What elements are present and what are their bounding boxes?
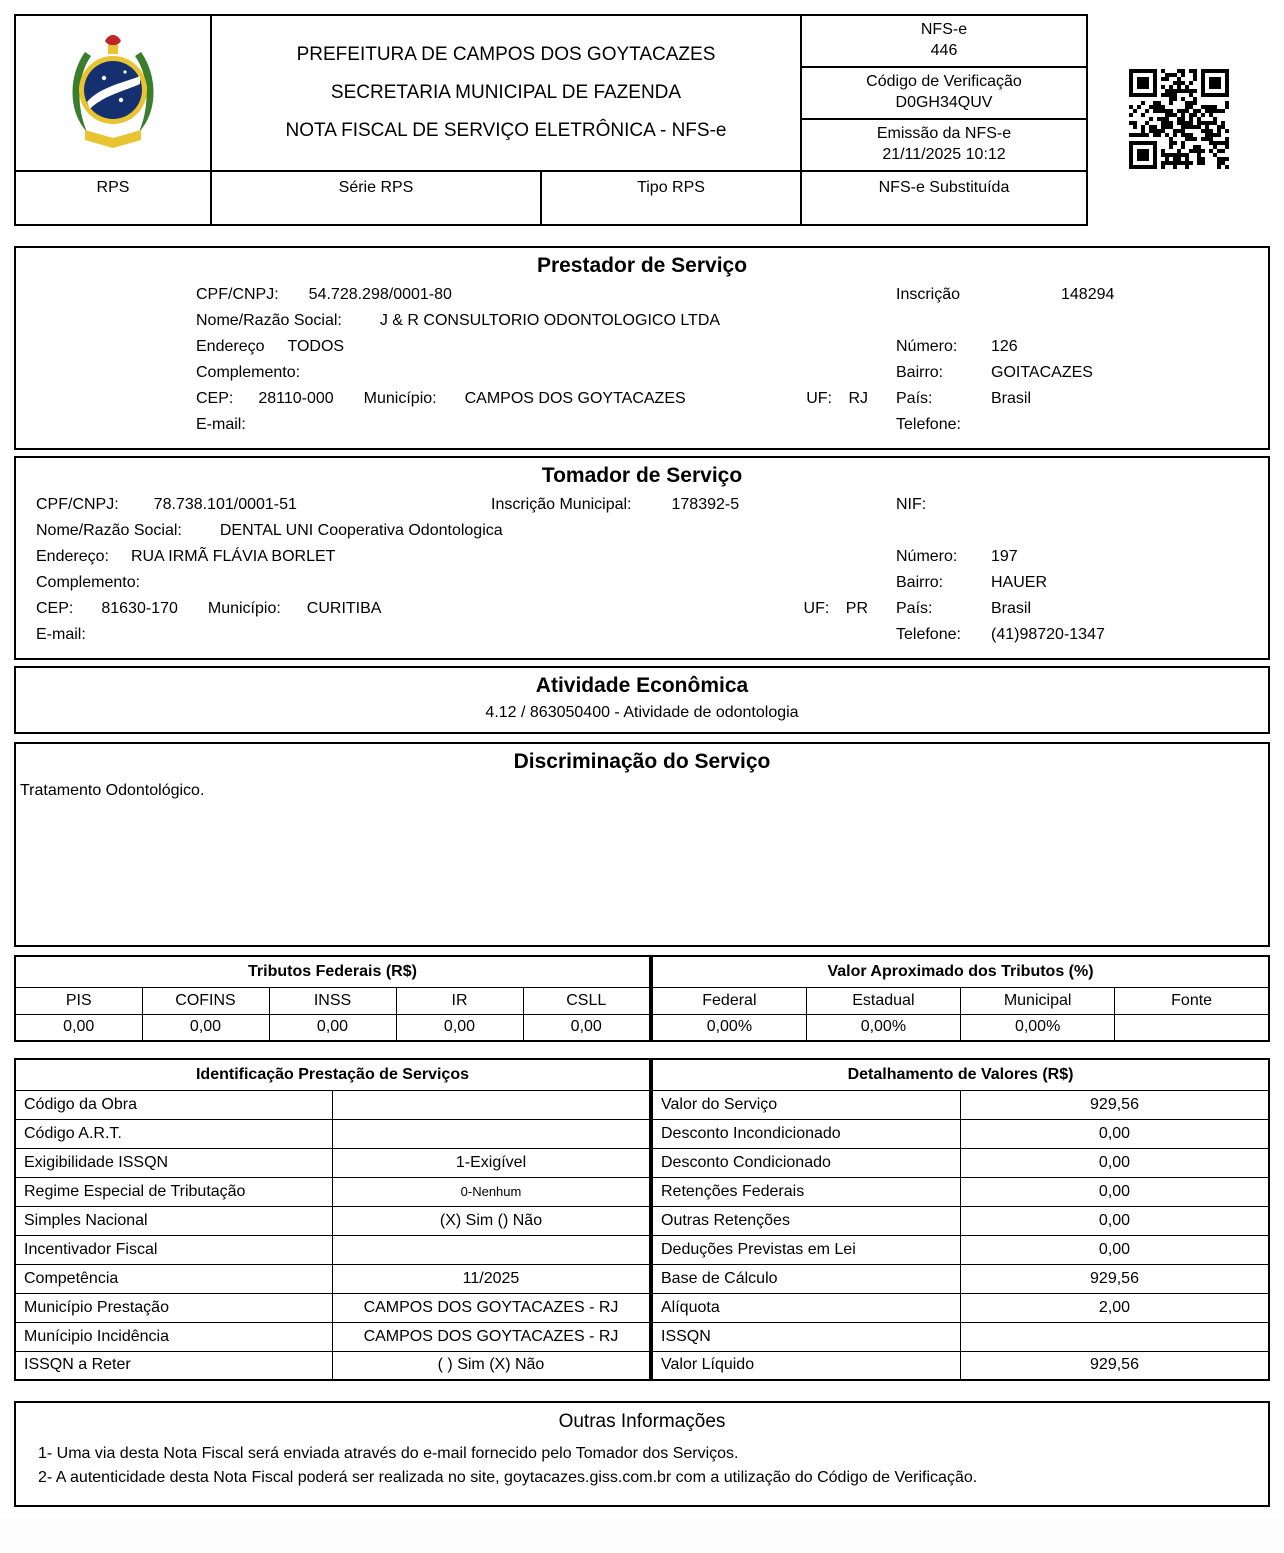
table-row [652, 1235, 1269, 1264]
discriminacao-section [14, 742, 1270, 947]
prestador-cep-label: CEP: [196, 390, 234, 407]
prestador-municipio-label: Município: [363, 390, 437, 407]
prestador-inscricao-label: Inscrição [896, 286, 961, 303]
table-cell: CAMPOS DOS GOYTACAZES - RJ [333, 1293, 651, 1322]
table-row [15, 987, 650, 1014]
table-cell: Código A.R.T. [15, 1119, 333, 1148]
tomador-section [14, 456, 1270, 660]
table-row [15, 956, 650, 987]
table-cell: Valor Líquido [652, 1351, 961, 1380]
org-line-3: NOTA FISCAL DE SERVIÇO ELETRÔNICA - NFS-e [285, 120, 727, 141]
prestador-endereco-value: TODOS [287, 338, 345, 355]
table-cell: Desconto Condicionado [652, 1148, 961, 1177]
tomador-pais-value: Brasil [991, 600, 1032, 617]
prestador-numero-label: Número: [896, 338, 958, 355]
table-cell: Outras Retenções [652, 1206, 961, 1235]
table-row [15, 1177, 650, 1206]
table-cell: 0,00 [269, 1014, 396, 1041]
tomador-complemento-label: Complemento: [36, 574, 141, 591]
table-cell: Alíquota [652, 1293, 961, 1322]
outras-section [14, 1401, 1270, 1507]
prestador-bairro-label: Bairro: [896, 364, 944, 381]
table-cell: 0,00 [961, 1177, 1270, 1206]
table-cell: 929,56 [961, 1351, 1270, 1380]
tomador-cpf-label: CPF/CNPJ: [36, 496, 119, 513]
prestador-endereco-label: Endereço [196, 338, 265, 355]
prestador-numero-value: 126 [991, 338, 1018, 355]
table-cell: 1-Exigível [333, 1148, 651, 1177]
tomador-telefone-value: (41)98720-1347 [991, 626, 1105, 643]
table-row [652, 1148, 1269, 1177]
table-cell [961, 1322, 1270, 1351]
table-cell: 0-Nenhum [333, 1177, 651, 1206]
tomador-endereco-value: RUA IRMÃ FLÁVIA BORLET [130, 548, 336, 565]
table-cell: Deduções Previstas em Lei [652, 1235, 961, 1264]
tomador-title: Tomador de Serviço [541, 464, 743, 487]
table-cell: Município Prestação [15, 1293, 333, 1322]
table-row [15, 1264, 650, 1293]
tomador-row-complemento [16, 570, 1268, 596]
table-cell: 0,00% [806, 1014, 960, 1041]
rps-row [16, 172, 1086, 224]
table-row [652, 1119, 1269, 1148]
table-row [15, 1322, 650, 1351]
table-cell: Retenções Federais [652, 1177, 961, 1206]
prestador-nome-value: J & R CONSULTORIO ODONTOLOGICO LTDA [379, 312, 721, 329]
tomador-uf-label: UF: [803, 600, 830, 617]
tomador-pais-label: País: [896, 600, 933, 617]
table-cell: 0,00% [961, 1014, 1115, 1041]
tomador-bairro-value: HAUER [991, 574, 1048, 591]
tomador-numero-label: Número: [896, 548, 958, 565]
prestador-email-label: E-mail: [196, 416, 246, 433]
serie-rps-label: Série RPS [212, 172, 542, 224]
table-row [652, 1351, 1269, 1380]
table-row [15, 1206, 650, 1235]
nfse-number: 446 [930, 42, 958, 59]
prestador-row-endereco [16, 334, 1268, 360]
outras-linha-2: 2- A autenticidade desta Nota Fiscal poderá ser realizada no site, goytacazes.giss.com.br com a utilização do Código de Verificação. [38, 1469, 978, 1486]
prestador-row-cep [16, 386, 1268, 412]
tomador-nome-value: DENTAL UNI Cooperativa Odontologica [219, 522, 503, 539]
prestador-row-cpf [16, 282, 1268, 308]
prestador-cep-value: 28110-000 [258, 390, 334, 407]
table-cell: 0,00 [142, 1014, 269, 1041]
tributos-aproximado-title: Valor Aproximado dos Tributos (%) [652, 956, 1269, 987]
prestador-title: Prestador de Serviço [536, 254, 748, 277]
logo-cell [16, 16, 212, 170]
prestador-nome-label: Nome/Razão Social: [196, 312, 342, 329]
tomador-endereco-label: Endereço: [36, 548, 109, 565]
prestador-pais-label: País: [896, 390, 933, 407]
outras-linha-1: 1- Uma via desta Nota Fiscal será enviada através do e-mail fornecido pelo Tomador dos Serviços. [38, 1445, 739, 1462]
prestador-cpf-value: 54.728.298/0001-80 [308, 286, 452, 303]
prestador-row-nome [16, 308, 1268, 334]
table-row [652, 1322, 1269, 1351]
table-row [15, 1351, 650, 1380]
table-cell: 11/2025 [333, 1264, 651, 1293]
prestador-telefone-label: Telefone: [896, 416, 961, 433]
table-cell: Simples Nacional [15, 1206, 333, 1235]
qr-code-icon [1129, 69, 1229, 174]
table-cell: ISSQN a Reter [15, 1351, 333, 1380]
table-row [15, 1235, 650, 1264]
prestador-uf-label: UF: [806, 390, 832, 407]
discriminacao-title: Discriminação do Serviço [513, 750, 771, 773]
discriminacao-texto: Tratamento Odontológico. [20, 782, 205, 799]
table-cell: ISSQN [652, 1322, 961, 1351]
table-cell: Valor do Serviço [652, 1090, 961, 1119]
tomador-inscricao-municipal-value: 178392-5 [671, 496, 740, 513]
header-box [14, 14, 1088, 226]
tributos-aproximado-table [651, 955, 1270, 1042]
table-row [652, 956, 1269, 987]
tomador-inscricao-municipal-label: Inscrição Municipal: [491, 496, 632, 513]
table-row [652, 1177, 1269, 1206]
atividade-section [14, 666, 1270, 734]
table-header-cell: Municipal [961, 987, 1115, 1014]
tributos-tables [14, 955, 1270, 1042]
prestador-section [14, 246, 1270, 450]
table-cell [1115, 1014, 1269, 1041]
table-cell: Regime Especial de Tributação [15, 1177, 333, 1206]
tomador-row-cpf [16, 492, 1268, 518]
table-cell [333, 1090, 651, 1119]
tomador-telefone-label: Telefone: [896, 626, 961, 643]
table-header-cell: Estadual [806, 987, 960, 1014]
nfse-label: NFS-e [920, 21, 968, 39]
nfse-info [802, 16, 1086, 170]
table-cell: (X) Sim () Não [333, 1206, 651, 1235]
detalhamento-title: Detalhamento de Valores (R$) [652, 1059, 1269, 1090]
table-header-cell: Federal [652, 987, 806, 1014]
table-cell: 929,56 [961, 1090, 1270, 1119]
tipo-rps-label: Tipo RPS [542, 172, 802, 224]
table-row [15, 1293, 650, 1322]
tomador-bairro-label: Bairro: [896, 574, 944, 591]
table-row [652, 1206, 1269, 1235]
tomador-municipio-label: Município: [207, 600, 281, 617]
table-row [15, 1090, 650, 1119]
verification-code: D0GH34QUV [895, 94, 993, 111]
tomador-uf-value: PR [845, 600, 868, 617]
table-cell: Exigibilidade ISSQN [15, 1148, 333, 1177]
table-header-cell: COFINS [142, 987, 269, 1014]
emission-label: Emissão da NFS-e [876, 125, 1012, 143]
document-title [212, 16, 802, 170]
table-cell [333, 1119, 651, 1148]
table-row [15, 1059, 650, 1090]
table-cell: Competência [15, 1264, 333, 1293]
table-cell: Desconto Incondicionado [652, 1119, 961, 1148]
table-cell: ( ) Sim (X) Não [333, 1351, 651, 1380]
table-cell: Munícipio Incidência [15, 1322, 333, 1351]
table-cell [333, 1235, 651, 1264]
table-header-cell: CSLL [523, 987, 650, 1014]
identificacao-table [14, 1058, 651, 1381]
prestador-pais-value: Brasil [991, 390, 1032, 407]
outras-title: Outras Informações [558, 1411, 726, 1432]
table-cell: 0,00% [652, 1014, 806, 1041]
tomador-cep-value: 81630-170 [101, 600, 178, 617]
table-row [652, 1014, 1269, 1041]
tomador-row-email [16, 622, 1268, 648]
table-row [652, 1293, 1269, 1322]
tomador-email-label: E-mail: [36, 626, 86, 643]
tomador-row-cep [16, 596, 1268, 622]
table-cell: 0,00 [15, 1014, 142, 1041]
table-row [652, 1090, 1269, 1119]
prestador-row-email [16, 412, 1268, 438]
tributos-federais-table [14, 955, 651, 1042]
table-cell: 0,00 [961, 1206, 1270, 1235]
valores-tables [14, 1058, 1270, 1381]
org-line-1: PREFEITURA DE CAMPOS DOS GOYTACAZES [296, 44, 716, 65]
tomador-municipio-value: CURITIBA [306, 600, 382, 617]
table-cell: Base de Cálculo [652, 1264, 961, 1293]
table-header-cell: PIS [15, 987, 142, 1014]
table-cell: 0,00 [961, 1148, 1270, 1177]
table-cell: 929,56 [961, 1264, 1270, 1293]
table-row [652, 1059, 1269, 1090]
tomador-cpf-value: 78.738.101/0001-51 [153, 496, 297, 513]
nfse-number-box [802, 16, 1086, 68]
atividade-title: Atividade Econômica [535, 674, 749, 697]
prestador-cpf-label: CPF/CNPJ: [196, 286, 279, 303]
table-cell: Incentivador Fiscal [15, 1235, 333, 1264]
verification-box [802, 68, 1086, 120]
prestador-row-complemento [16, 360, 1268, 386]
qr-area [1088, 14, 1270, 226]
header [14, 14, 1270, 226]
table-cell: 0,00 [961, 1235, 1270, 1264]
table-row [15, 1014, 650, 1041]
table-row [15, 1148, 650, 1177]
prestador-complemento-label: Complemento: [196, 364, 301, 381]
prestador-bairro-value: GOITACAZES [991, 364, 1093, 381]
table-cell: 0,00 [961, 1119, 1270, 1148]
table-cell: CAMPOS DOS GOYTACAZES - RJ [333, 1322, 651, 1351]
org-line-2: SECRETARIA MUNICIPAL DE FAZENDA [330, 82, 682, 103]
detalhamento-table [651, 1058, 1270, 1381]
tomador-numero-value: 197 [991, 548, 1018, 565]
tomador-row-nome [16, 518, 1268, 544]
table-row [652, 1264, 1269, 1293]
table-cell: 0,00 [523, 1014, 650, 1041]
emission-box [802, 120, 1086, 170]
atividade-descricao: 4.12 / 863050400 - Atividade de odontologia [485, 704, 799, 721]
identificacao-title: Identificação Prestação de Serviços [15, 1059, 650, 1090]
tomador-nif-label: NIF: [896, 496, 927, 513]
rps-label: RPS [16, 172, 212, 224]
emission-value: 21/11/2025 10:12 [882, 146, 1006, 163]
tributos-federais-title: Tributos Federais (R$) [15, 956, 650, 987]
table-row [15, 1119, 650, 1148]
nfse-substituida-label: NFS-e Substituída [878, 179, 1010, 196]
verification-label: Código de Verificação [866, 73, 1022, 91]
tomador-cep-label: CEP: [36, 600, 74, 617]
prestador-inscricao-value: 148294 [1061, 286, 1115, 303]
table-header-cell: INSS [269, 987, 396, 1014]
table-cell: Código da Obra [15, 1090, 333, 1119]
table-cell: 0,00 [396, 1014, 523, 1041]
prestador-uf-value: RJ [848, 390, 868, 407]
table-row [652, 987, 1269, 1014]
tomador-nome-label: Nome/Razão Social: [36, 522, 182, 539]
prestador-municipio-value: CAMPOS DOS GOYTACAZES [464, 390, 686, 407]
table-header-cell: Fonte [1115, 987, 1269, 1014]
municipal-coat-of-arms-icon [65, 30, 161, 157]
tomador-row-endereco [16, 544, 1268, 570]
table-cell: 2,00 [961, 1293, 1270, 1322]
table-header-cell: IR [396, 987, 523, 1014]
